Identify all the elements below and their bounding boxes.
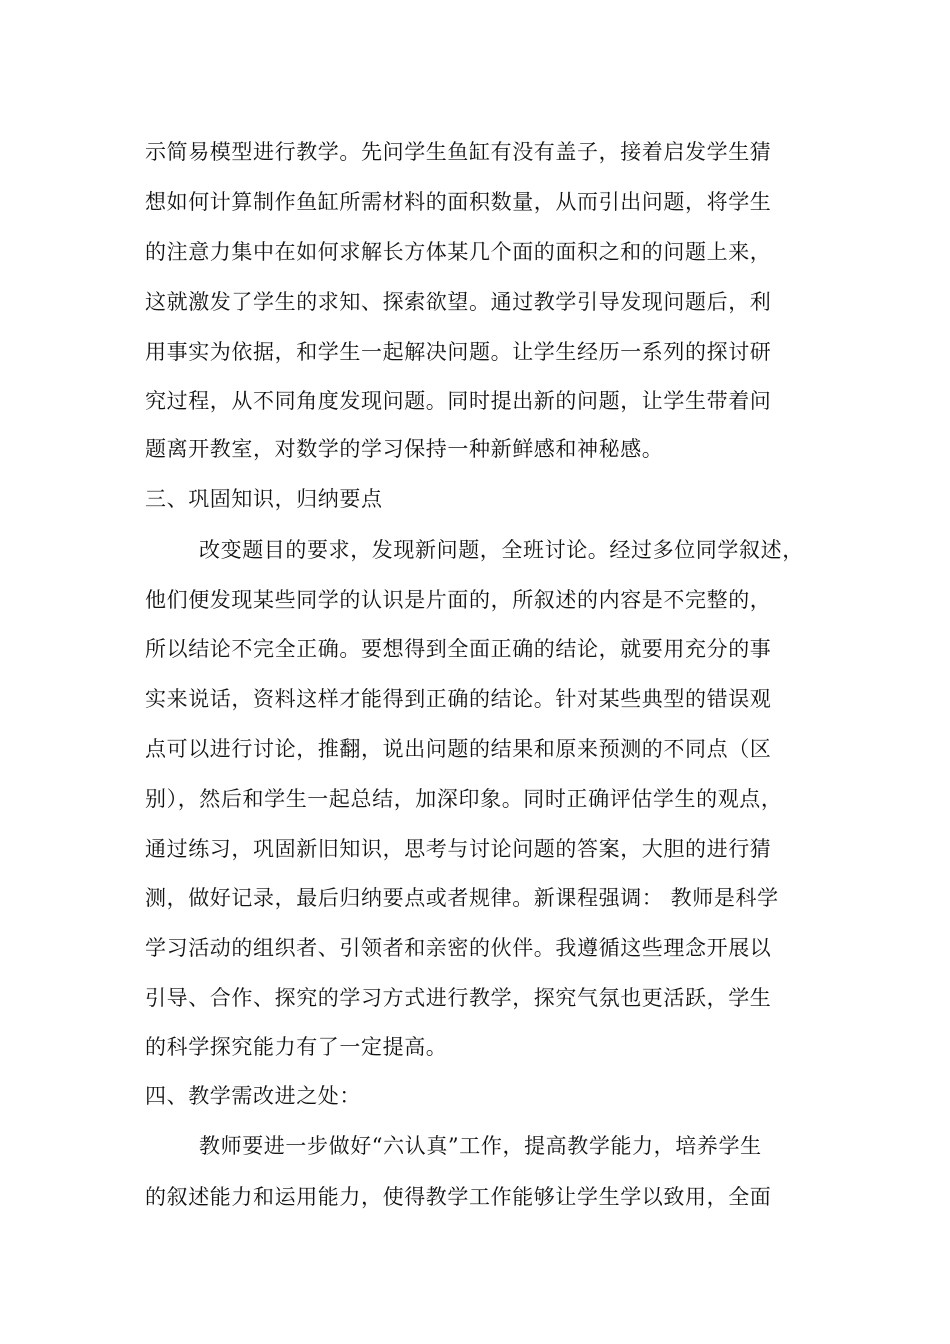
section-heading: 四、教学需改进之处： <box>145 1084 361 1108</box>
paragraph-line: 究过程，从不同角度发现问题。同时提出新的问题，让学生带着问 <box>145 389 772 413</box>
paragraph-line: 题离开教室，对数学的学习保持一种新鲜感和神秘感。 <box>145 437 664 461</box>
paragraph-line: 别），然后和学生一起总结，加深印象。同时正确评估学生的观点， <box>145 787 783 811</box>
paragraph-line: 测，做好记录，最后归纳要点或者规律。新课程强调： 教师是科学 <box>145 886 779 910</box>
paragraph-line: 的叙述能力和运用能力，使得教学工作能够让学生学以致用，全面 <box>145 1185 772 1209</box>
paragraph-line: 示简易模型进行教学。先问学生鱼缸有没有盖子，接着启发学生猜 <box>145 140 772 164</box>
paragraph-line: 用事实为依据，和学生一起解决问题。让学生经历一系列的探讨研 <box>145 340 772 364</box>
paragraph-line: 引导、合作、探究的学习方式进行教学，探究气氛也更活跃，学生 <box>145 986 772 1010</box>
paragraph-line: 想如何计算制作鱼缸所需材料的面积数量，从而引出问题，将学生 <box>145 190 772 214</box>
paragraph-line: 改变题目的要求，发现新问题，全班讨论。经过多位同学叙述， <box>199 538 804 562</box>
paragraph-line: 通过练习，巩固新旧知识，思考与讨论问题的答案，大胆的进行猜 <box>145 837 772 861</box>
paragraph-line: 所以结论不完全正确。要想得到全面正确的结论，就要用充分的事 <box>145 637 772 661</box>
paragraph-line: 点可以进行讨论，推翻，说出问题的结果和原来预测的不同点（区 <box>145 737 772 761</box>
paragraph-line: 实来说话，资料这样才能得到正确的结论。针对某些典型的错误观 <box>145 687 772 711</box>
paragraph-line: 的注意力集中在如何求解长方体某几个面的面积之和的问题上来， <box>145 240 772 264</box>
paragraph-line: 这就激发了学生的求知、探索欲望。通过教学引导发现问题后，利 <box>145 290 772 314</box>
paragraph-line: 教师要进一步做好“六认真”工作，提高教学能力，培养学生 <box>199 1134 762 1158</box>
paragraph-line: 学习活动的组织者、引领者和亲密的伙伴。我遵循这些理念开展以 <box>145 936 772 960</box>
paragraph-line: 的科学探究能力有了一定提高。 <box>145 1035 448 1059</box>
paragraph-line: 他们便发现某些同学的认识是片面的，所叙述的内容是不完整的， <box>145 588 772 612</box>
section-heading: 三、巩固知识，归纳要点 <box>145 487 383 511</box>
